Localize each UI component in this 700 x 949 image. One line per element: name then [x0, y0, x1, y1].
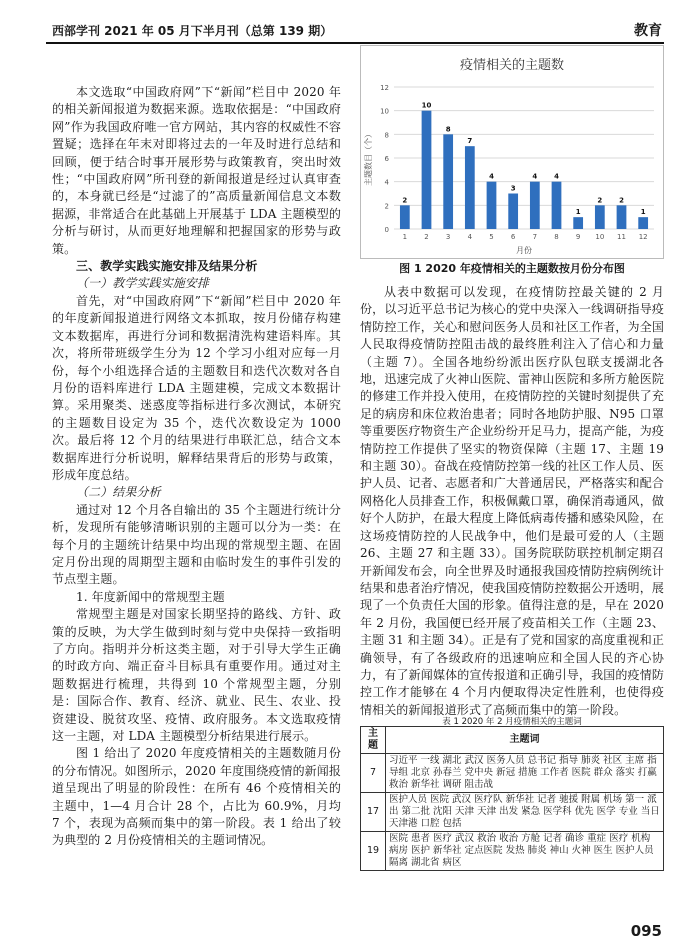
bar — [617, 205, 627, 229]
topic-words: 医护人员 医院 武汉 医疗队 新华社 记者 驰援 附属 机场 第一 派出 第二批 沈阳 天津 天津 出发 紧急 医学科 优先 医学 专业 当日 天津港 口腔 包括 — [386, 793, 664, 832]
data-label: 4 — [554, 172, 559, 181]
topic-id: 19 — [361, 832, 386, 871]
bar — [573, 217, 583, 229]
subsection-heading: （一）教学实践实施安排 — [76, 276, 210, 291]
bar — [530, 182, 540, 229]
x-tick-label: 2 — [424, 233, 429, 241]
bar — [465, 146, 475, 229]
bar — [422, 111, 432, 229]
y-tick-label: 8 — [384, 131, 389, 140]
subsection-heading: （二）结果分析 — [76, 485, 161, 500]
journal-header: 西部学刊 2021 年 05 月下半月刊（总第 139 期） — [52, 24, 333, 38]
data-label: 8 — [445, 125, 451, 134]
bar — [508, 194, 518, 230]
section-label: 教育 — [634, 23, 662, 39]
y-tick-label: 12 — [380, 84, 389, 92]
topic-id: 7 — [361, 754, 386, 793]
x-tick-label: 6 — [510, 233, 516, 241]
table-row — [361, 793, 664, 832]
x-tick-label: 8 — [554, 233, 559, 241]
topic-words: 医院 患者 医疗 武汉 救治 收治 方舱 记者 确诊 重症 医疗 机构 病房 医护 新华社 定点医院 发热 肺炎 神山 火神 医生 医护人员 隔离 湖北省 病区 — [386, 832, 664, 871]
x-tick-label: 7 — [532, 233, 538, 241]
topic-table — [360, 726, 664, 871]
figure-caption: 图 1 2020 年疫情相关的主题数按月份分布图 — [399, 262, 625, 275]
table-header-words: 主题词 — [386, 727, 664, 754]
data-label: 2 — [597, 196, 603, 205]
topic-chart — [360, 45, 664, 259]
bar — [638, 217, 648, 229]
y-tick-label: 10 — [380, 107, 389, 116]
data-label: 2 — [402, 196, 408, 205]
bar — [443, 134, 453, 229]
x-axis-label: 月份 — [516, 246, 532, 255]
x-tick-label: 4 — [467, 233, 473, 241]
y-tick-label: 0 — [384, 226, 389, 234]
y-tick-label: 4 — [384, 178, 389, 187]
x-tick-label: 1 — [402, 233, 408, 241]
x-tick-label: 12 — [638, 233, 648, 241]
topic-id: 17 — [361, 793, 386, 832]
data-label: 2 — [619, 196, 624, 205]
x-tick-label: 10 — [595, 233, 605, 241]
data-label: 10 — [421, 101, 432, 110]
header-rule — [46, 42, 664, 44]
body-paragraph: 1. 年度新闻中的常规型主题 — [76, 589, 225, 604]
table-row — [361, 832, 664, 871]
body-paragraph: 首先，对“中国政府网”下“新闻”栏目中 2020 年的年度新闻报道进行网络文本抓取，按月份储存构建文本数据库，再进行分词和数据清洗构建语料库。其次，将所带班级学生分为 12 个学习小组对应每一月份，每个小组选择合适的主题数目和迭代次数对各自月份的语料库进行 LDA 主题建模，完成文本数据计算。采用聚类、迷惑度等指标进行多次测试，本研究的主题数目设定为 35 个，迭代次数设定为 1000 次。最后将 12 个月的结果进行串联汇总，结合文本数据库进行分析说明，解释结果背后的形势与政策，形成年度总结。 — [52, 293, 341, 482]
data-label: 1 — [640, 208, 646, 217]
data-label: 1 — [575, 208, 581, 217]
data-label: 4 — [489, 172, 494, 181]
topic-words: 习近平 一线 湖北 武汉 医务人员 总书记 指导 肺炎 社区 主席 指导组 北京 孙春兰 党中央 新冠 措施 工作者 医院 群众 落实 打赢 救治 新华社 调研 阻击战 — [386, 754, 664, 793]
data-label: 7 — [467, 137, 473, 146]
x-tick-label: 5 — [489, 233, 494, 241]
x-tick-label: 3 — [445, 233, 451, 241]
x-tick-label: 9 — [575, 233, 581, 241]
body-paragraph: 通过对 12 个月各自输出的 35 个主题进行统计分析，发现所有能够清晰识别的主题可以分为一类：在每个月的主题统计结果中均出现的常规型主题、在固定月份出现的周期型主题和由临时发生的事件引发的节点型主题。 — [52, 502, 341, 587]
bar — [552, 182, 562, 229]
table-header-topic: 主题 — [361, 727, 386, 754]
table-row — [361, 754, 664, 793]
page-number: 095 — [630, 922, 662, 940]
bar — [595, 205, 605, 229]
body-paragraph: 图 1 给出了 2020 年度疫情相关的主题数随月份的分布情况。如图所示，2020 年度围绕疫情的新闻报道呈现出了明显的阶段性：在所有 46 个疫情相关的主题中，1—4 月合计 28 个，占比为 60.9%，月均 7 个，表现为高频而集中的第一阶段。表 1 给出了较为典型的 2 月份疫情相关的主题词情况。 — [52, 746, 341, 848]
bar — [400, 205, 410, 229]
body-paragraph: 本文选取“中国政府网”下“新闻”栏目中 2020 年的相关新闻报道为数据来源。选取依据是：“中国政府网”作为我国政府唯一官方网站，其内容的权威性不容置疑；选择在年末对即将过去的一年及时进行总结和回顾，便于结合时事开展形势与政策教育，突出时效性；“中国政府网”所刊登的新闻报道是经过认真审查的，本身就已经是“过滤了的”高质量新闻信息文本数据源，非常适合在此基础上开展基于 LDA 主题模型的分析与研讨，从而更好地理解和把握国家的形势与政策。 — [52, 85, 341, 256]
data-label: 4 — [532, 172, 538, 181]
left-column — [52, 84, 341, 874]
data-label: 3 — [510, 184, 516, 193]
chart-title: 疫情相关的主题数 — [459, 58, 565, 73]
body-paragraph: 常规型主题是对国家长期坚持的路线、方针、政策的反映，为大学生做到时刻与党中央保持一致指明了方向。指明并分析这类主题，对于引导大学生正确的时政方向、端正奋斗目标具有重要作用。通过对主题数据进行梳理，共得到 10 个常规型主题，分别是：国际合作、教育、经济、就业、民生、农业、投资建设、脱贫攻坚、疫情、政府服务。本文选取疫情这一主题，对 LDA 主题模型分析结果进行展示。 — [52, 607, 341, 744]
y-tick-label: 6 — [384, 155, 389, 163]
right-column — [360, 284, 664, 717]
section-heading: 三、教学实践实施安排及结果分析 — [76, 259, 258, 274]
body-paragraph: 从表中数据可以发现，在疫情防控最关键的 2 月份，以习近平总书记为核心的党中央深入一线调研指导疫情防控工作，关心和慰问医务人员和社区工作者，为全国人民取得疫情防控阻击战的最终胜利注入了信心和力量（主题 7）。全国各地纷纷派出医疗队包联支援湖北各地，迅速完成了火神山医院、雷神山医院和多所方舱医院的修建工作并投入使用，在疫情防控的关键时刻提供了充足的病房和床位救治患者；同时各地防护服、N95 口罩等重要医疗物资生产企业纷纷开足马力，提高产能，为疫情防控工作提供了坚实的物资保障（主题 17、主题 19 和主题 30）。奋战在疫情防控第一线的社区工作人员、医护人员、记者、志愿者和广大普通居民，严格落实和配合网格化人员排查工作，积极佩戴口罩，确保消毒通风，做好个人防护，在最大程度上降低病毒传播和感染风险，在这场疫情防控的人民战争中，他们是最可爱的人（主题 26、主题 27 和主题 33）。国务院联防联控机制定期召开新闻发布会，向全世界及时通报我国疫情防控病例统计结果和患者治疗情况，使我国疫情防控数据公开透明，展现了一个负责任大国的形象。值得注意的是，早在 2020 年 2 月份，我国便已经开展了疫苗相关工作（主题 23、主题 31 和主题 34）。正是有了党和国家的高度重视和正确领导，有了各级政府的迅速响应和全国人民的齐心协力，有了新闻媒体的宣传报道和正确引导，我国的疫情防控工作才能够在 4 个月内便取得决定性胜利，也使得疫情相关的新闻报道形式了高频而集中的第一阶段。 — [360, 285, 664, 717]
y-axis-label: 主题数目（个） — [364, 130, 373, 186]
table-caption: 表 1 2020 年 2 月疫情相关的主题词 — [442, 717, 582, 727]
y-tick-label: 2 — [384, 202, 389, 211]
x-tick-label: 11 — [617, 233, 626, 241]
bar — [487, 182, 497, 229]
